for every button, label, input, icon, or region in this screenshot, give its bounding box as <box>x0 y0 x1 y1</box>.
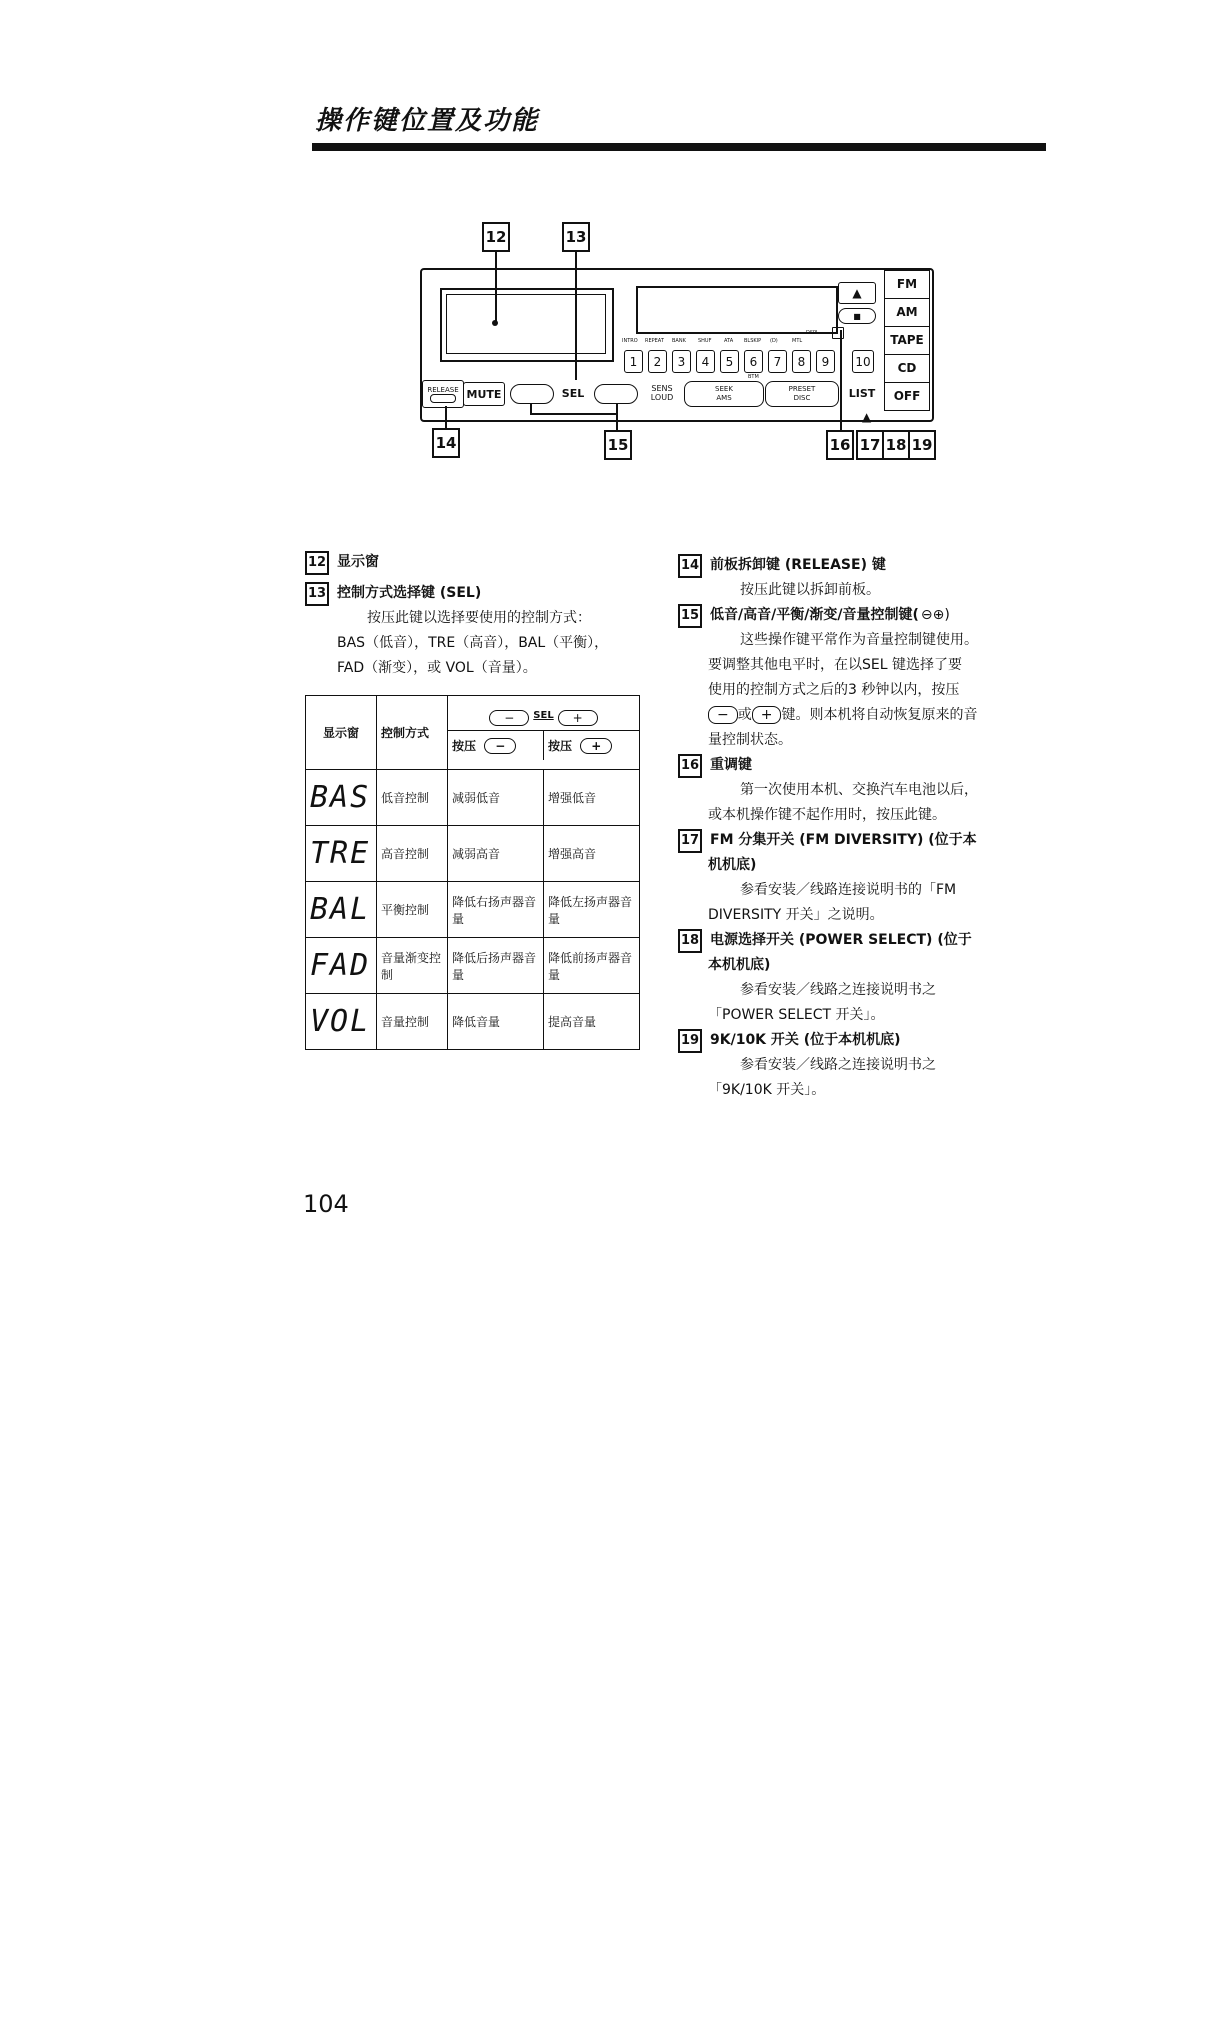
item-15-line-4 <box>678 703 1023 728</box>
item-15-title: 低音/高音/平衡/渐变/音量控制键( <box>710 607 919 623</box>
label-btm: BTM <box>748 374 759 380</box>
item-13-number: 13 <box>305 582 329 606</box>
tape-button[interactable]: TAPE <box>884 326 930 355</box>
arrow-up-icon: ▲ <box>862 410 872 424</box>
callout-13: 13 <box>562 222 590 252</box>
item-15-number: 15 <box>678 604 702 628</box>
th-mode: 控制方式 <box>377 696 448 770</box>
plus-cell: 增强低音 <box>544 770 640 826</box>
item-18-number: 18 <box>678 929 702 953</box>
header-rule <box>312 143 1042 151</box>
item-17-line-1: 参看安装／线路连接说明书的「FM <box>740 882 957 898</box>
leader-17-19 <box>868 420 922 422</box>
mode-cell: 低音控制 <box>377 770 448 826</box>
label-dspl: DSPL <box>806 330 819 336</box>
preset-key-8[interactable]: 8 <box>792 350 811 373</box>
volume-plus-button[interactable] <box>594 384 638 404</box>
item-15-line-3: 使用的控制方式之后的3 秒钟以内，按压 <box>708 682 960 698</box>
preset-key-5[interactable]: 5 <box>720 350 739 373</box>
dspl-button[interactable] <box>832 327 844 339</box>
eject-button[interactable]: ▲ <box>838 282 876 304</box>
item-18-title: 电源选择开关 (POWER SELECT) (位于 <box>710 932 972 948</box>
item-13-line-1: 按压此键以选择要使用的控制方式： <box>367 610 591 626</box>
preset-key-1[interactable]: 1 <box>624 350 643 373</box>
label-intro: INTRO <box>622 338 638 344</box>
sel-button[interactable]: SEL <box>561 386 585 400</box>
callout-14: 14 <box>432 428 460 458</box>
minus-cell: 降低右扬声器音量 <box>448 882 544 938</box>
minus-key-icon: − <box>489 710 529 726</box>
item-13-line-3: FAD（渐变），或 VOL（音量）。 <box>337 660 537 676</box>
callout-17: 17 <box>856 430 884 460</box>
item-13-title: 控制方式选择键 (SEL) <box>337 585 482 601</box>
list-button[interactable]: LIST <box>848 386 876 400</box>
item-13 <box>305 581 650 606</box>
plus-icon: + <box>580 738 612 754</box>
item-17-title-2: 机机底) <box>708 857 757 873</box>
label-mtl: MTL <box>792 338 803 344</box>
item-18 <box>678 928 1023 953</box>
th-press-plus-label: 按压 <box>548 738 573 753</box>
item-19 <box>678 1028 1023 1053</box>
fm-button[interactable]: FM <box>884 270 930 299</box>
th-buttons <box>448 696 640 770</box>
display-window-main <box>636 286 838 334</box>
table-row <box>306 826 640 882</box>
lcd-tre: TRE <box>306 826 377 882</box>
th-press-plus <box>544 731 639 760</box>
item-19-number: 19 <box>678 1029 702 1053</box>
page-number: 104 <box>303 1190 349 1218</box>
item-18-title-2: 本机机底) <box>708 957 771 973</box>
preset-key-10[interactable]: 10 <box>852 350 874 373</box>
table-row <box>306 994 640 1050</box>
leader-16 <box>840 330 842 430</box>
table-row <box>306 938 640 994</box>
item-14-number: 14 <box>678 554 702 578</box>
ams-label: AMS <box>716 394 732 402</box>
th-press-minus <box>448 731 544 760</box>
leader-14 <box>445 406 447 428</box>
item-13-line-2: BAS（低音），TRE（高音），BAL（平衡）， <box>337 635 609 651</box>
table-row <box>306 770 640 826</box>
plus-cell: 增强高音 <box>544 826 640 882</box>
item-17-title: FM 分集开关 (FM DIVERSITY) (位于本 <box>710 832 977 848</box>
mode-cell: 音量控制 <box>377 994 448 1050</box>
minus-icon: − <box>484 738 516 754</box>
minus-cell: 降低音量 <box>448 994 544 1050</box>
loud-label: LOUD <box>650 393 674 402</box>
leader-15b <box>530 413 618 415</box>
am-button[interactable]: AM <box>884 298 930 327</box>
item-19-line-1: 参看安装／线路之连接说明书之 <box>740 1057 936 1073</box>
item-16-title: 重调键 <box>710 757 752 773</box>
lcd-vol: VOL <box>306 994 377 1050</box>
display-window-inner <box>446 294 606 354</box>
item-17-line-2: DIVERSITY 开关」之说明。 <box>708 907 884 923</box>
label-shuf: SHUF <box>698 338 712 344</box>
mode-cell: 高音控制 <box>377 826 448 882</box>
plus-cell: 降低左扬声器音量 <box>544 882 640 938</box>
item-12 <box>305 550 650 575</box>
preset-key-9[interactable]: 9 <box>816 350 835 373</box>
mute-button[interactable]: MUTE <box>463 382 505 406</box>
minus-cell: 降低后扬声器音量 <box>448 938 544 994</box>
lcd-bas: BAS <box>306 770 377 826</box>
item-19-title: 9K/10K 开关 (位于本机机底) <box>710 1032 901 1048</box>
plus-cell: 降低前扬声器音量 <box>544 938 640 994</box>
plus-key-icon: + <box>558 710 598 726</box>
left-column <box>305 550 650 681</box>
stop-button[interactable]: ■ <box>838 308 876 324</box>
item-18-line-1: 参看安装／线路之连接说明书之 <box>740 982 936 998</box>
item-14-line-1: 按压此键以拆卸前板。 <box>740 582 880 598</box>
preset-key-7[interactable]: 7 <box>768 350 787 373</box>
callout-15: 15 <box>604 430 632 460</box>
release-label: RELEASE <box>427 385 459 394</box>
item-18-line-2: 「POWER SELECT 开关」。 <box>708 1007 885 1023</box>
item-16-line-1: 第一次使用本机、交换汽车电池以后， <box>740 782 978 798</box>
preset-key-4[interactable]: 4 <box>696 350 715 373</box>
preset-key-2[interactable]: 2 <box>648 350 667 373</box>
minus-cell: 减弱高音 <box>448 826 544 882</box>
item-15-line-4-rest: 键。则本机将自动恢复原来的音 <box>781 707 978 723</box>
callout-16: 16 <box>826 430 854 460</box>
item-12-title: 显示窗 <box>337 554 379 570</box>
item-16-number: 16 <box>678 754 702 778</box>
item-15-line-2: 要调整其他电平时，在以SEL 键选择了要 <box>708 657 962 673</box>
lcd-fad: FAD <box>306 938 377 994</box>
sens-label: SENS <box>651 384 673 393</box>
plus-cell: 提高音量 <box>544 994 640 1050</box>
callout-18: 18 <box>882 430 910 460</box>
item-15-keys-icon: ⊖⊕) <box>920 607 950 623</box>
item-16 <box>678 753 1023 778</box>
preset-label: PRESET <box>788 385 816 393</box>
sel-key-group <box>448 706 639 731</box>
preset-key-6[interactable]: 6 <box>744 350 763 373</box>
seek-label: SEEK <box>715 385 733 393</box>
item-14-title: 前板拆卸键 (RELEASE) 键 <box>710 557 886 573</box>
label-d: (D) <box>770 338 778 344</box>
sens-loud-button[interactable] <box>645 381 679 405</box>
lcd-bal: BAL <box>306 882 377 938</box>
off-button[interactable]: OFF <box>884 382 930 411</box>
th-press-minus-label: 按压 <box>452 738 477 753</box>
item-15-or: 或 <box>737 707 752 723</box>
label-repeat: REPEAT <box>645 338 664 344</box>
display-dot <box>492 320 498 326</box>
item-15 <box>678 603 1023 628</box>
release-slot-icon <box>430 394 456 403</box>
minus-cell: 减弱低音 <box>448 770 544 826</box>
label-blskip: BLSKIP <box>744 338 762 344</box>
minus-key-icon: − <box>708 706 738 724</box>
leader-15c <box>616 404 618 432</box>
callout-19: 19 <box>908 430 936 460</box>
mode-cell: 平衡控制 <box>377 882 448 938</box>
right-column <box>678 553 1023 1103</box>
item-17-number: 17 <box>678 829 702 853</box>
th-display: 显示窗 <box>306 696 377 770</box>
item-17 <box>678 828 1023 853</box>
item-14 <box>678 553 1023 578</box>
callout-12: 12 <box>482 222 510 252</box>
label-ata: ATA <box>724 338 734 344</box>
item-15-line-1: 这些操作键平常作为音量控制键使用。 <box>740 632 978 648</box>
cd-button[interactable]: CD <box>884 354 930 383</box>
preset-key-3[interactable]: 3 <box>672 350 691 373</box>
control-mode-table <box>305 695 640 1050</box>
item-12-number: 12 <box>305 551 329 575</box>
preset-disc-button[interactable] <box>765 381 839 407</box>
table-row <box>306 882 640 938</box>
volume-minus-button[interactable] <box>510 384 554 404</box>
release-button[interactable] <box>422 380 464 408</box>
item-15-line-5: 量控制状态。 <box>708 732 792 748</box>
page-title: 操作键位置及功能 <box>315 106 540 136</box>
seek-ams-button[interactable] <box>684 381 764 407</box>
label-bank: BANK <box>672 338 686 344</box>
mode-cell: 音量渐变控制 <box>377 938 448 994</box>
item-19-line-2: 「9K/10K 开关」。 <box>708 1082 826 1098</box>
item-16-line-2: 或本机操作键不起作用时，按压此键。 <box>708 807 946 823</box>
sel-key-label: SEL <box>533 709 554 721</box>
plus-key-icon: + <box>752 706 782 724</box>
disc-label: DISC <box>793 394 811 402</box>
